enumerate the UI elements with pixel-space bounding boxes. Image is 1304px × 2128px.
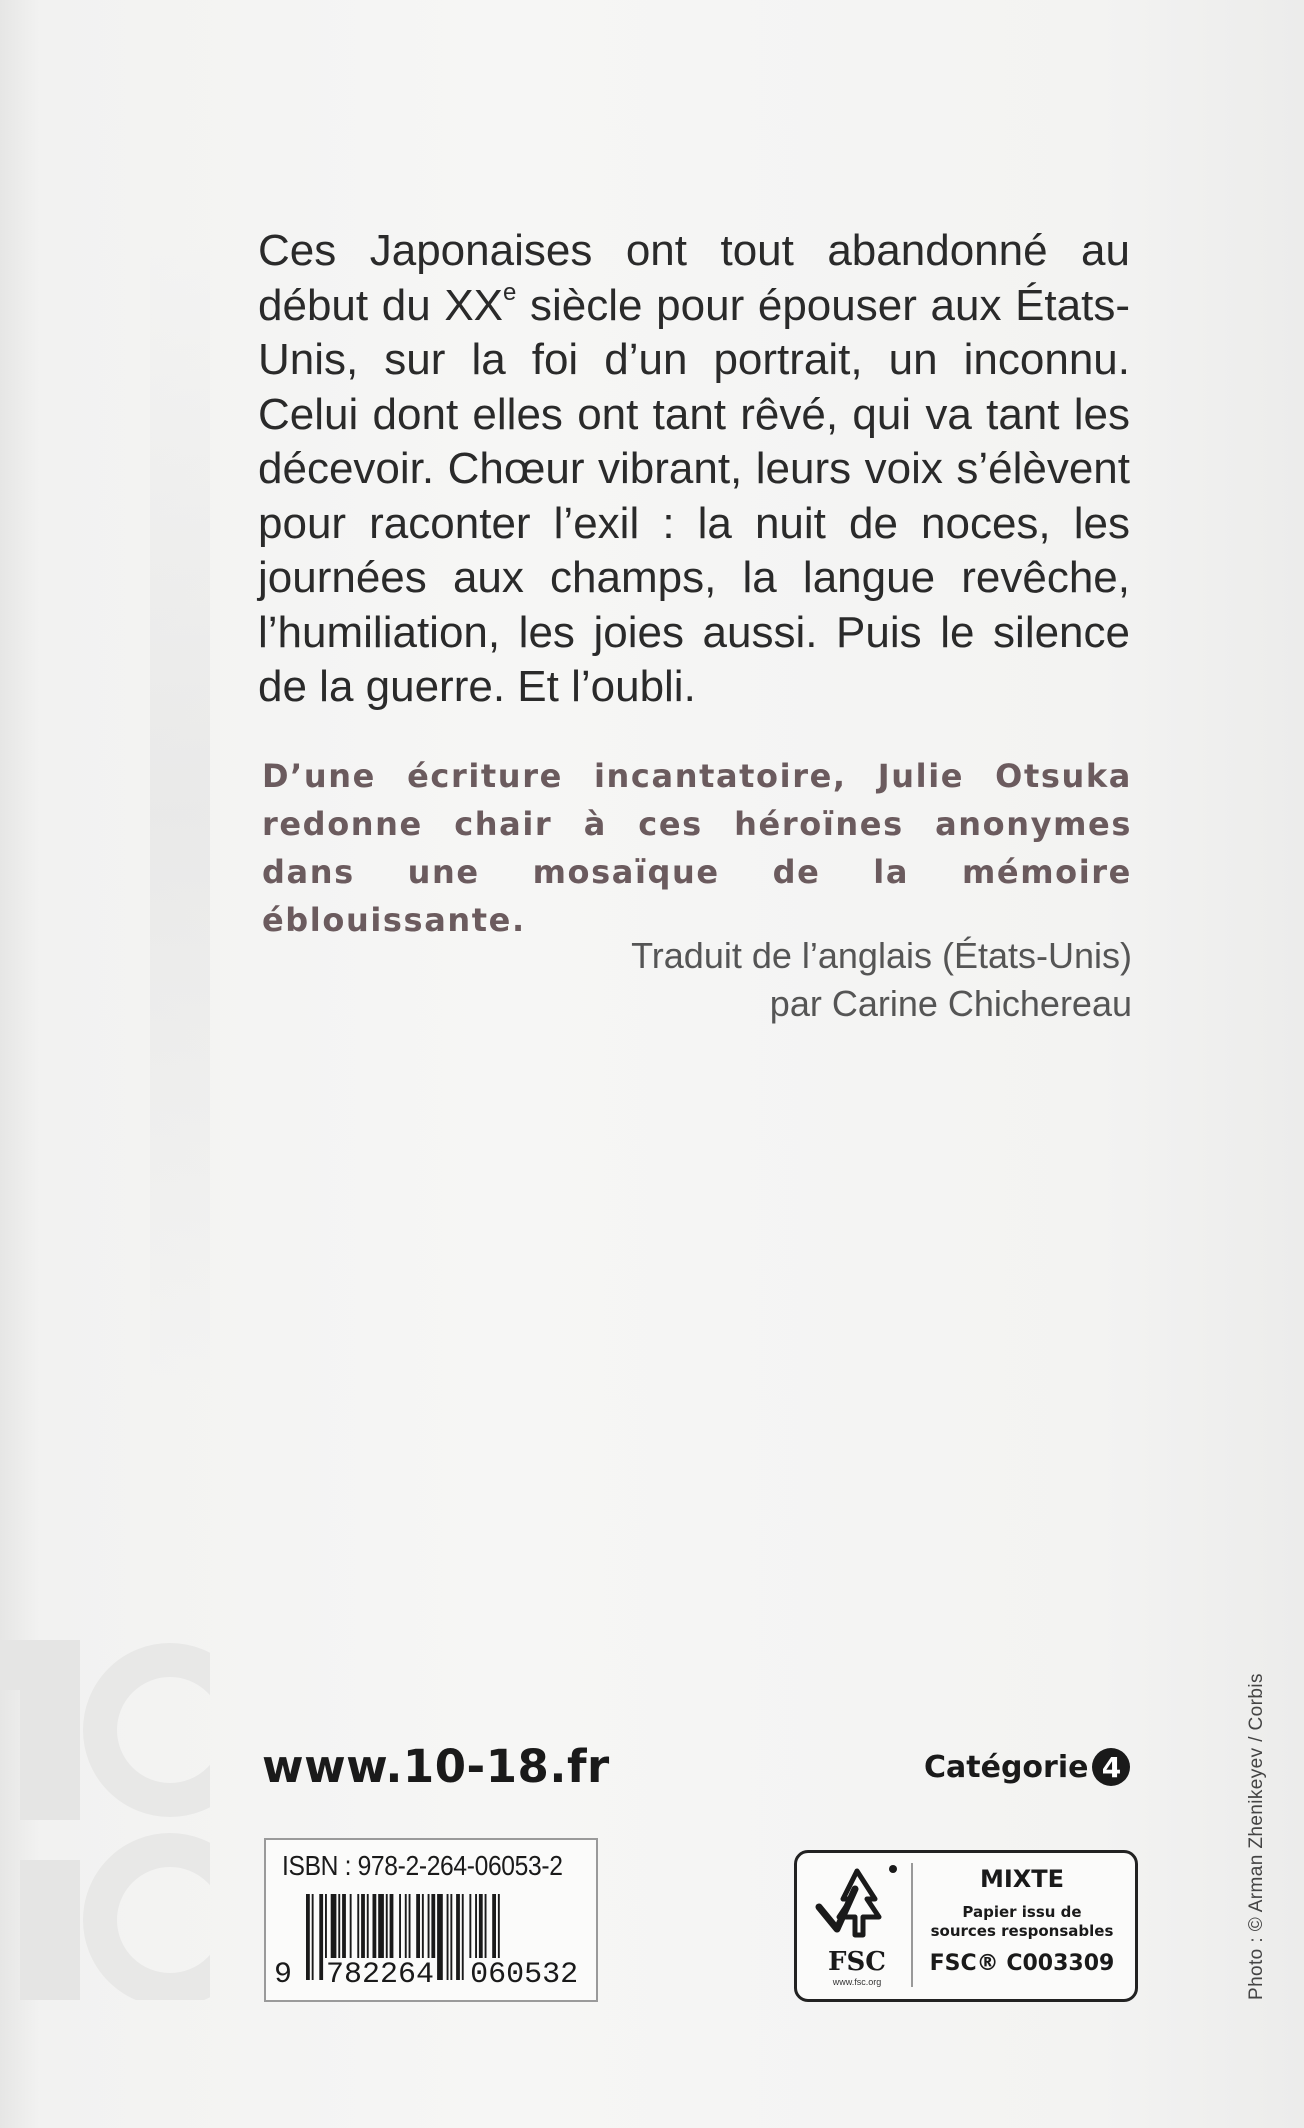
- isbn-barcode: [264, 1838, 598, 2002]
- fsc-details: [915, 1861, 1129, 1976]
- translator-line-1: Traduit de l’anglais (États-Unis): [631, 935, 1132, 976]
- price-category: [924, 1748, 1130, 1786]
- ghost-logo-graphic: [0, 1600, 210, 2000]
- fsc-logo: [807, 1859, 907, 1989]
- publisher-website: www.10-18.fr: [262, 1740, 610, 1793]
- publisher-logo-ghost: [0, 1600, 210, 2000]
- century-superscript: e: [503, 278, 517, 306]
- barcode-digits: [272, 1958, 580, 1992]
- fsc-label: [794, 1850, 1138, 2002]
- blurb-text-end: siècle pour épouser aux États-Unis, sur la foi d’un portrait, un inconnu. Celui dont elles ont tant rêvé, qui va tant les décevoir. Chœur vibrant, leurs voix s’élèvent pour raconter l’exil : la nuit de noces, les journées aux champs, la langue revêche, l’humiliation, les joies aussi. Puis le silence de la guerre. Et l’oubli.: [258, 280, 1131, 711]
- spine-shadow: [150, 240, 210, 1390]
- summary-blurb: [258, 224, 1130, 715]
- fsc-mixte: MIXTE: [979, 1865, 1065, 1893]
- category-number-badge: 4: [1092, 1748, 1130, 1786]
- fsc-divider: [911, 1863, 913, 1987]
- category-label: Catégorie: [924, 1749, 1089, 1785]
- tagline: D’une écriture incantatoire, Julie Otsuka redonne chair à ces héroïnes anonymes dans une mosaïque de la mémoire éblouissante.: [262, 757, 1132, 939]
- barcode-digits-right: 060532: [470, 1958, 579, 1992]
- blurb-text-start: Ces Japonaises ont tout abandonné au début du XX: [258, 226, 1130, 330]
- translator-credit: [432, 932, 1132, 1028]
- photo-credit: Photo : © Arman Zhenikeyev / Corbis: [1246, 1673, 1267, 2000]
- fsc-paper-line-1: Papier issu de: [962, 1903, 1082, 1921]
- fsc-letters: FSC: [828, 1947, 886, 1977]
- fsc-paper-line-2: sources responsables: [930, 1922, 1114, 1940]
- fsc-code: FSC® C003309: [929, 1951, 1115, 1976]
- translator-line-2: par Carine Chichereau: [769, 983, 1132, 1024]
- barcode-digits-left: 782264: [326, 1958, 435, 1992]
- fsc-url: www.fsc.org: [832, 1977, 882, 1987]
- fsc-tree-check-icon: [807, 1859, 907, 1947]
- isbn-label: ISBN : 978-2-264-06053-2: [282, 1850, 563, 1881]
- barcode-digit-first: 9: [274, 1958, 293, 1992]
